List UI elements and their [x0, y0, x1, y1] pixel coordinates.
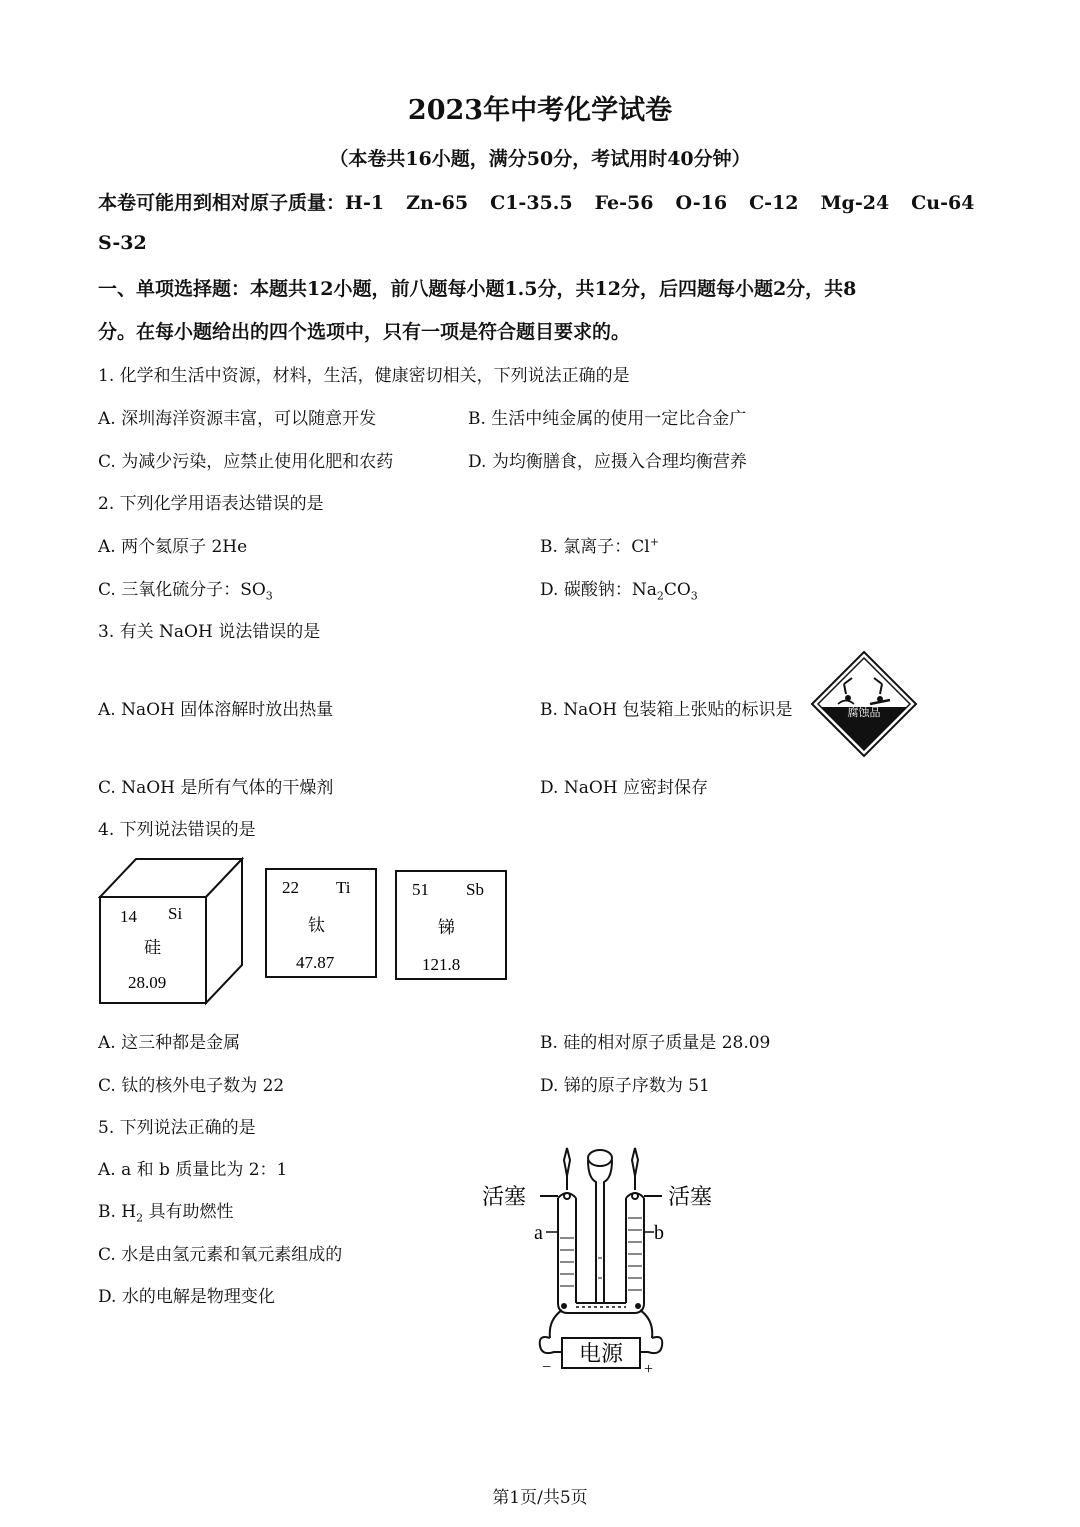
section1-line1: 一、单项选择题：本题共12小题，前八题每小题1.5分，共12分，后四题每小题2分，共8 [98, 278, 857, 300]
mass-o: O-16 [675, 192, 728, 214]
corrosive-hazard-sign [810, 650, 918, 758]
power-source-label: 电源 [578, 1341, 624, 1366]
q2-option-a: A. 两个氦原子 2He [98, 537, 248, 557]
q2-stem: 2. 下列化学用语表达错误的是 [98, 494, 324, 514]
q4-option-d: D. 锑的原子序数为 51 [540, 1076, 710, 1096]
page-subtitle: （本卷共16小题，满分50分，考试用时40分钟） [329, 148, 751, 170]
tile-ti-number: 22 [282, 878, 299, 897]
q3-option-a: A. NaOH 固体溶解时放出热量 [98, 700, 334, 720]
section1-line2: 分。在每小题给出的四个选项中，只有一项是符合题目要求的。 [98, 321, 631, 343]
tube-b-label: b [654, 1222, 664, 1244]
q5-stem: 5. 下列说法正确的是 [98, 1118, 256, 1138]
page-number: 第1页/共5页 [492, 1488, 588, 1508]
q1-option-c: C. 为减少污染，应禁止使用化肥和农药 [98, 452, 394, 472]
corrosive-sign-label: 腐蚀品 [847, 707, 881, 719]
tile-sb-name: 锑 [438, 918, 455, 937]
mass-cl: C1-35.5 [490, 192, 573, 214]
mass-h: H-1 [345, 192, 385, 214]
atomic-masses-line [98, 188, 974, 215]
mass-s: S-32 [98, 232, 147, 254]
q1-stem: 1. 化学和生活中资源，材料，生活，健康密切相关，下列说法正确的是 [98, 366, 630, 386]
tile-si-number: 14 [120, 907, 137, 926]
q3-stem: 3. 有关 NaOH 说法错误的是 [98, 622, 321, 642]
q3-option-b: B. NaOH 包装箱上张贴的标识是 [540, 700, 793, 720]
tile-si-name: 硅 [144, 938, 161, 957]
q5-option-b: B. $H_2$ 具有助燃性 [98, 1202, 234, 1225]
mass-c: C-12 [749, 192, 799, 214]
right-stopcock-label: 活塞 [668, 1184, 713, 1209]
q4-stem: 4. 下列说法错误的是 [98, 820, 256, 840]
mass-mg: Mg-24 [820, 192, 890, 214]
q5-option-c: C. 水是由氢元素和氧元素组成的 [98, 1245, 343, 1265]
electrolysis-apparatus-diagram [478, 1138, 728, 1378]
negative-terminal-label: − [542, 1359, 552, 1376]
element-tile-si [100, 859, 242, 1003]
q3-option-d: D. NaOH 应密封保存 [540, 778, 709, 798]
tile-sb-mass: 121.8 [422, 955, 461, 974]
element-tiles [96, 855, 516, 1007]
tube-a-label: a [534, 1222, 543, 1244]
tile-ti-mass: 47.87 [296, 953, 335, 972]
q2-option-d: D. 碳酸钠：$Na_2CO_3$ [540, 580, 698, 603]
q3-option-c: C. NaOH 是所有气体的干燥剂 [98, 778, 334, 798]
q2-option-c: C. 三氧化硫分子：$SO_3$ [98, 580, 273, 603]
q5-option-d: D. 水的电解是物理变化 [98, 1287, 275, 1307]
q4-option-a: A. 这三种都是金属 [98, 1033, 241, 1053]
q2-option-b: B. 氯离子：Cl+ [540, 535, 659, 557]
mass-zn: Zn-65 [406, 192, 469, 214]
tile-si-mass: 28.09 [128, 973, 167, 992]
atomic-masses-label: 本卷可能用到相对原子质量： [98, 192, 346, 214]
q1-option-d: D. 为均衡膳食，应摄入合理均衡营养 [468, 452, 747, 472]
mass-cu: Cu-64 [911, 192, 975, 214]
tile-si-symbol: Si [168, 904, 183, 923]
tile-ti-name: 钛 [308, 916, 325, 935]
q1-option-a: A. 深圳海洋资源丰富，可以随意开发 [98, 409, 377, 429]
q4-option-b: B. 硅的相对原子质量是 28.09 [540, 1033, 771, 1053]
page-title: 2023年中考化学试卷 [407, 95, 673, 126]
left-stopcock-label: 活塞 [482, 1184, 527, 1209]
mass-fe: Fe-56 [594, 192, 654, 214]
q1-option-b: B. 生活中纯金属的使用一定比合金广 [468, 409, 747, 429]
tile-ti-symbol: Ti [336, 878, 351, 897]
tile-sb-symbol: Sb [466, 880, 484, 899]
q5-option-a: A. a 和 b 质量比为 2：1 [98, 1160, 288, 1180]
q4-option-c: C. 钛的核外电子数为 22 [98, 1076, 285, 1096]
tile-sb-number: 51 [412, 880, 429, 899]
positive-terminal-label: + [644, 1361, 654, 1378]
